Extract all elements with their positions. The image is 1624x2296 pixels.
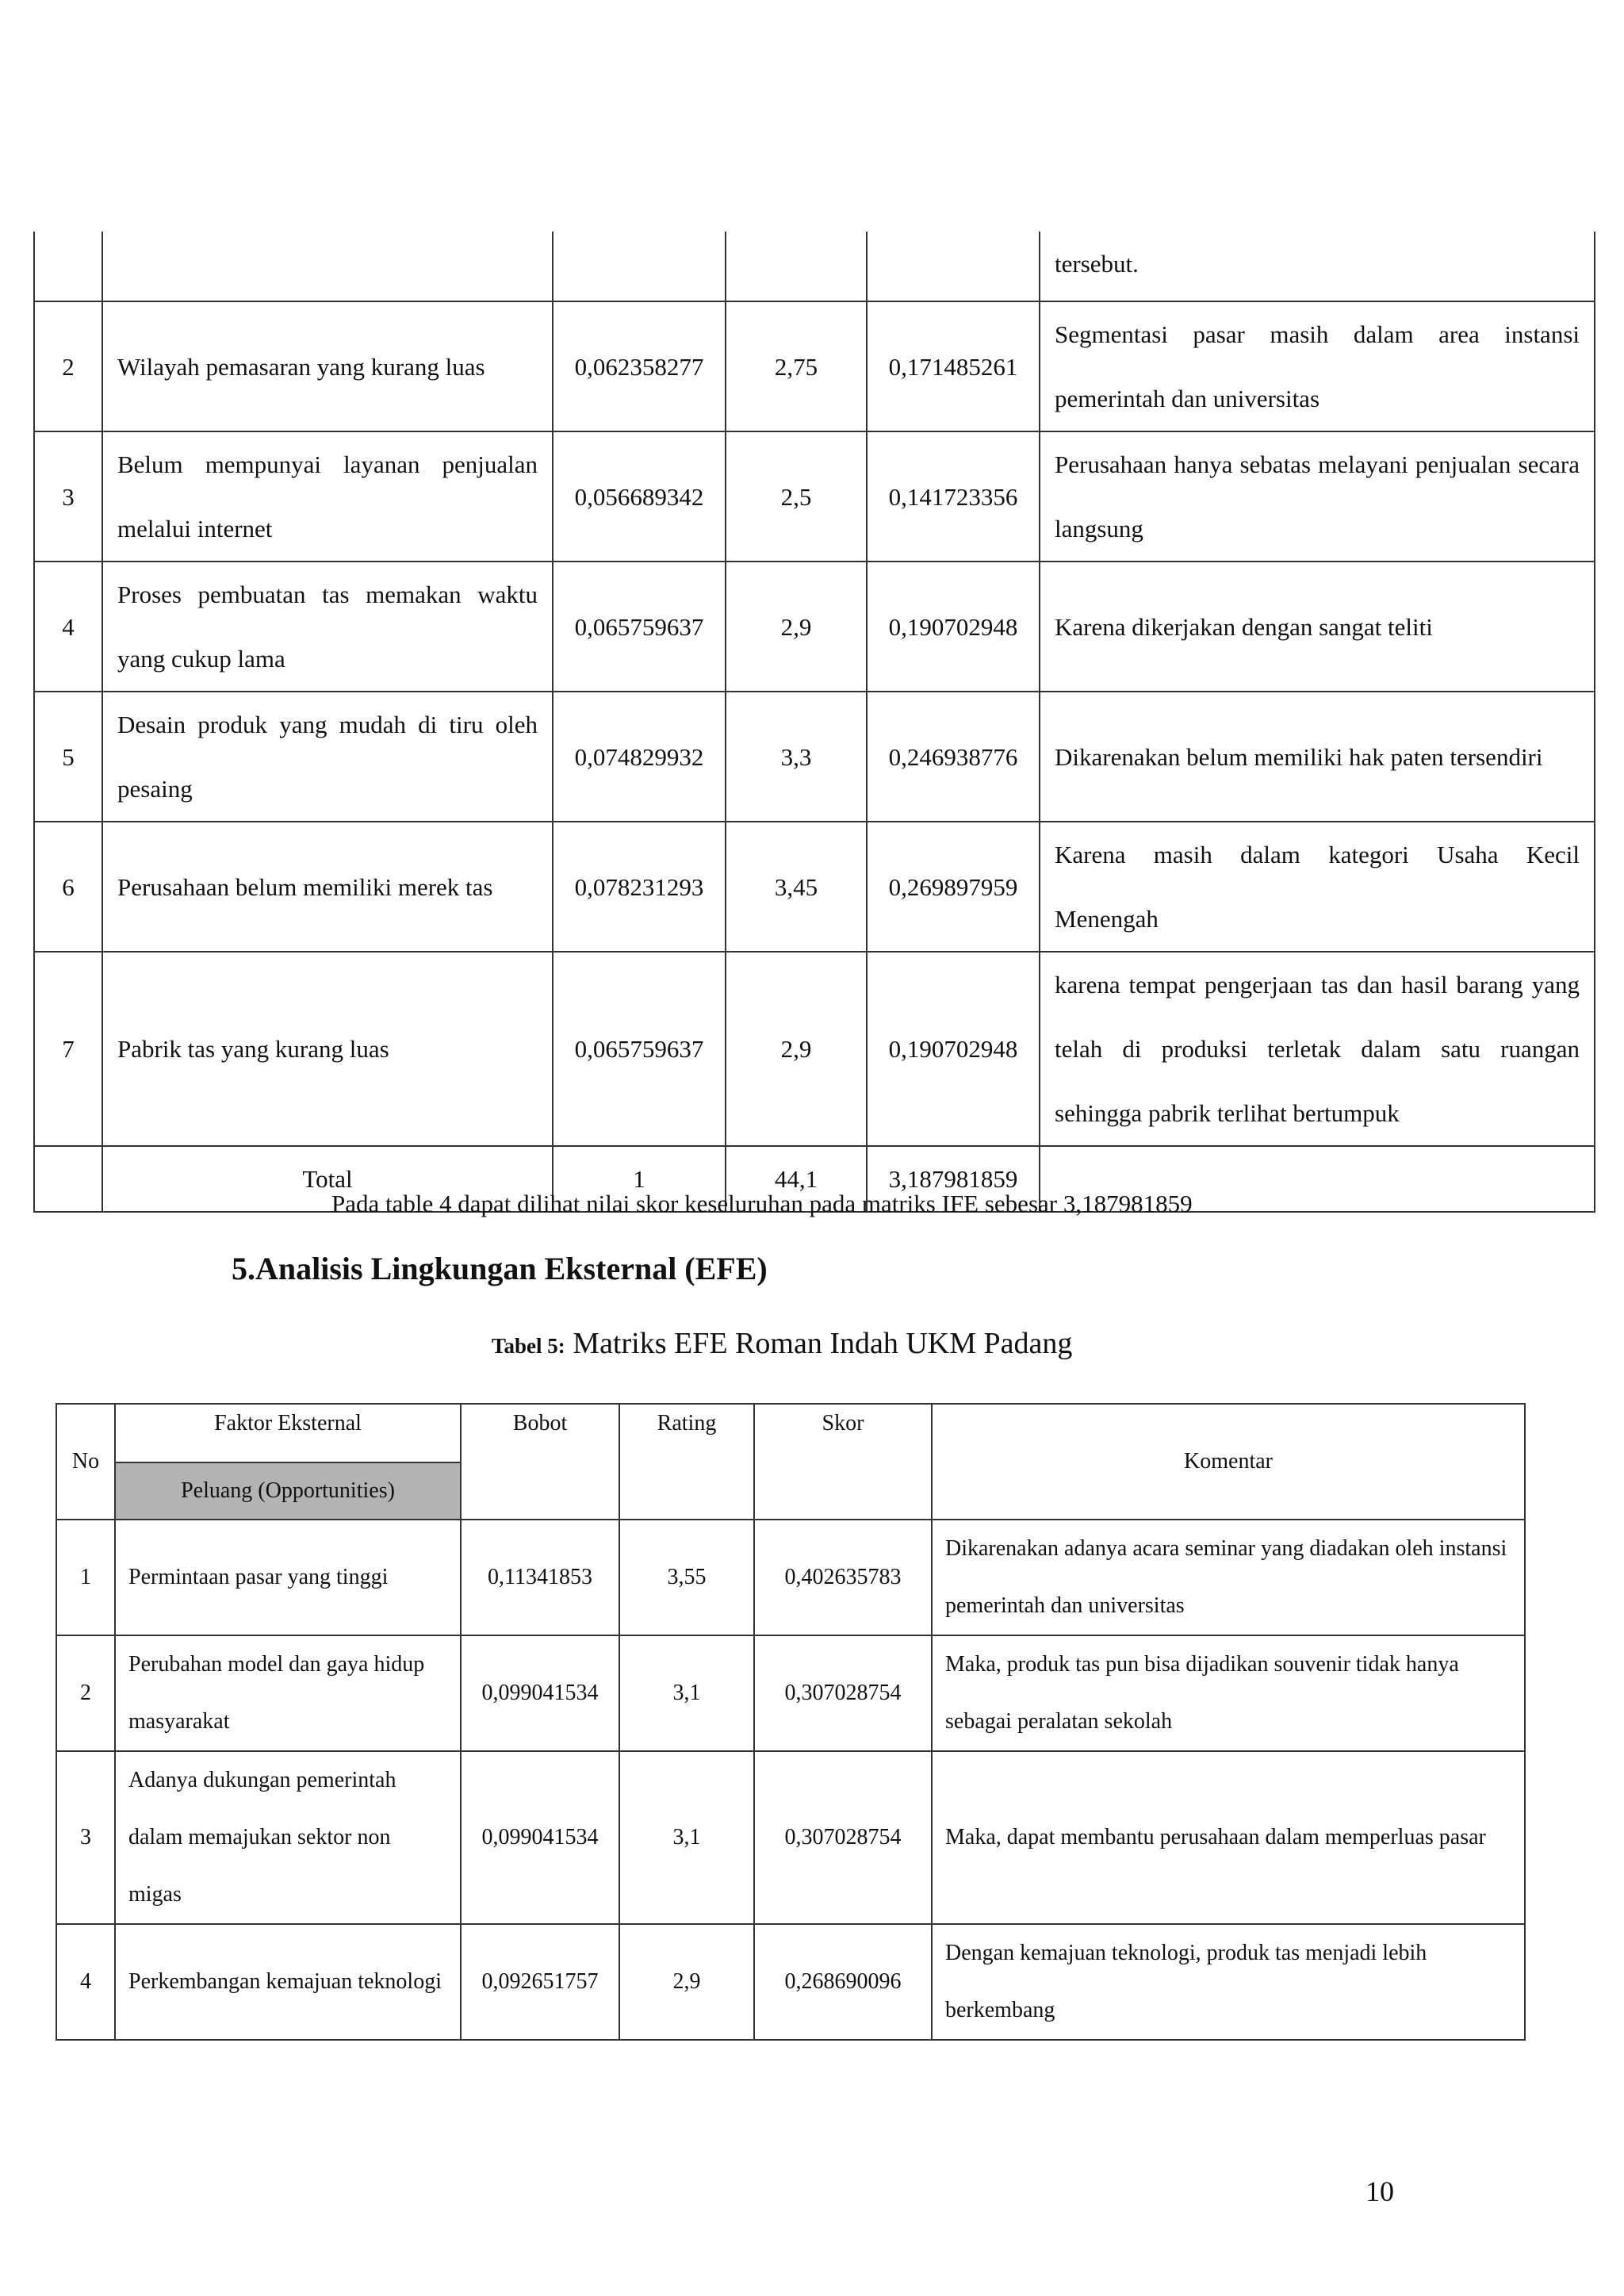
no-cell: 4 [56,1924,115,2040]
no-cell: 4 [34,562,102,692]
header-skor: Skor [754,1404,932,1520]
skor-cell: 0,307028754 [754,1751,932,1924]
ife-matrix-table [33,232,1595,1213]
faktor-cell: Perkembangan kemajuan teknologi [115,1924,461,2040]
header-komentar: Komentar [932,1404,1525,1520]
skor-cell: 0,402635783 [754,1520,932,1635]
total-rating: 44,1 [726,1146,867,1212]
header-peluang: Peluang (Opportunities) [115,1462,461,1520]
bobot-cell: 0,065759637 [553,952,726,1146]
header-rating: Rating [619,1404,754,1520]
faktor-cell: Permintaan pasar yang tinggi [115,1520,461,1635]
komentar-cell: Maka, produk tas pun bisa dijadikan souvenir tidak hanya sebagai peralatan sekolah [932,1635,1525,1751]
table-row [34,232,1595,301]
no-cell: 1 [56,1520,115,1635]
skor-cell: 0,171485261 [867,301,1040,431]
table-row [34,562,1595,692]
table-row [56,1520,1525,1635]
komentar-cell: Karena dikerjakan dengan sangat teliti [1040,562,1595,692]
komentar-cell: Dikarenakan belum memiliki hak paten tersendiri [1040,692,1595,822]
page-number: 10 [1365,2175,1394,2207]
skor-cell: 0,246938776 [867,692,1040,822]
skor-cell: 0,269897959 [867,822,1040,952]
header-row [56,1404,1525,1462]
rating-cell: 2,9 [726,952,867,1146]
table-row [56,1924,1525,2040]
total-bobot: 1 [553,1146,726,1212]
header-faktor: Faktor Eksternal [115,1404,461,1462]
bobot-cell: 0,078231293 [553,822,726,952]
skor-cell: 0,268690096 [754,1924,932,2040]
ife-summary-text: Pada table 4 dapat dilihat nilai skor keseluruhan pada matriks IFE sebesar 3,187981859 [331,1190,1193,1217]
bobot-cell [553,232,726,301]
skor-cell [867,232,1040,301]
skor-cell: 0,190702948 [867,562,1040,692]
faktor-cell: Desain produk yang mudah di tiru oleh pesaing [102,692,553,822]
komentar-cell: Dengan kemajuan teknologi, produk tas menjadi lebih berkembang [932,1924,1525,2040]
table-caption [492,1326,1072,1361]
komentar-cell: Maka, dapat membantu perusahaan dalam memperluas pasar [932,1751,1525,1924]
skor-cell: 0,307028754 [754,1635,932,1751]
bobot-cell: 0,092651757 [461,1924,619,2040]
skor-cell: 0,141723356 [867,431,1040,562]
bobot-cell: 0,065759637 [553,562,726,692]
table-row [34,692,1595,822]
komentar-cell: Karena masih dalam kategori Usaha Kecil Menengah [1040,822,1595,952]
table-row [34,301,1595,431]
table-row [34,822,1595,952]
faktor-cell [102,232,553,301]
komentar-cell: Dikarenakan adanya acara seminar yang diadakan oleh instansi pemerintah dan universitas [932,1520,1525,1635]
faktor-cell: Perubahan model dan gaya hidup masyarakat [115,1635,461,1751]
no-cell: 7 [34,952,102,1146]
komentar-cell: karena tempat pengerjaan tas dan hasil barang yang telah di produksi terletak dalam satu ruangan sehingga pabrik terlihat bertumpuk [1040,952,1595,1146]
faktor-cell: Perusahaan belum memiliki merek tas [102,822,553,952]
bobot-cell: 0,099041534 [461,1751,619,1924]
bobot-cell: 0,099041534 [461,1635,619,1751]
rating-cell: 3,1 [619,1751,754,1924]
rating-cell: 2,75 [726,301,867,431]
rating-cell: 3,45 [726,822,867,952]
komentar-cell: Segmentasi pasar masih dalam area instansi pemerintah dan universitas [1040,301,1595,431]
rating-cell: 2,9 [619,1924,754,2040]
bobot-cell: 0,056689342 [553,431,726,562]
total-skor: 3,187981859 [867,1146,1040,1212]
header-no: No [56,1404,115,1520]
no-cell [34,1146,102,1212]
table-row [56,1751,1525,1924]
no-cell: 3 [56,1751,115,1924]
table-row [34,952,1595,1146]
no-cell [34,232,102,301]
bobot-cell: 0,062358277 [553,301,726,431]
efe-matrix-table [56,1403,1526,2041]
table-row [34,431,1595,562]
faktor-cell: Wilayah pemasaran yang kurang luas [102,301,553,431]
rating-cell: 2,5 [726,431,867,562]
table-row [56,1635,1525,1751]
bobot-cell: 0,074829932 [553,692,726,822]
section-heading: 5.Analisis Lingkungan Eksternal (EFE) [232,1251,768,1286]
komentar-cell: Perusahaan hanya sebatas melayani penjualan secara langsung [1040,431,1595,562]
total-label: Total [102,1146,553,1212]
faktor-cell: Adanya dukungan pemerintah dalam memajukan sektor non migas [115,1751,461,1924]
no-cell: 2 [34,301,102,431]
faktor-cell: Pabrik tas yang kurang luas [102,952,553,1146]
rating-cell: 2,9 [726,562,867,692]
no-cell: 2 [56,1635,115,1751]
faktor-cell: Proses pembuatan tas memakan waktu yang cukup lama [102,562,553,692]
rating-cell: 3,1 [619,1635,754,1751]
rating-cell: 3,3 [726,692,867,822]
header-bobot: Bobot [461,1404,619,1520]
bobot-cell: 0,11341853 [461,1520,619,1635]
faktor-cell: Belum mempunyai layanan penjualan melalui internet [102,431,553,562]
table-caption-text: Matriks EFE Roman Indah UKM Padang [565,1327,1073,1360]
rating-cell [726,232,867,301]
rating-cell: 3,55 [619,1520,754,1635]
no-cell: 3 [34,431,102,562]
no-cell: 6 [34,822,102,952]
skor-cell: 0,190702948 [867,952,1040,1146]
komentar-cell: tersebut. [1040,232,1595,301]
table-caption-label: Tabel 5: [492,1334,565,1358]
no-cell: 5 [34,692,102,822]
